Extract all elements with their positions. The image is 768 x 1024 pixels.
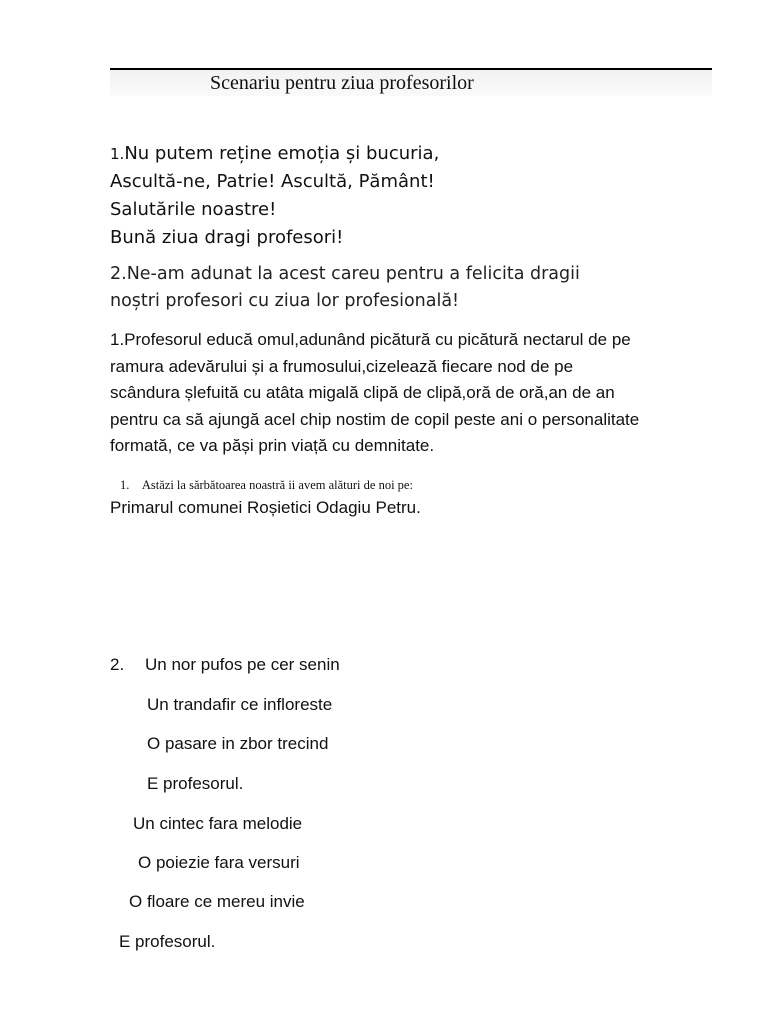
- guest-line: Primarul comunei Roșietici Odagiu Petru.: [110, 498, 421, 517]
- gathering-line-1: 2.Ne-am adunat la acest careu pentru a felicita dragii: [110, 264, 580, 284]
- teacher-paragraph: [110, 327, 639, 460]
- paragraph-line-4: pentru ca să ajungă acel chip nostim de copil peste ani o personalitate: [110, 409, 640, 429]
- paragraph-line-3: scândura șlefuită cu atâta migală clipă de clipă,oră de oră,an de an: [110, 383, 615, 402]
- guests-list-item: [120, 478, 413, 493]
- poem-line-8: E profesorul.: [119, 932, 216, 951]
- poem-line-2: Un trandafir ce infloreste: [147, 695, 333, 714]
- greeting-number: 1.: [110, 145, 125, 163]
- poem-line-3: O pasare in zbor trecind: [147, 734, 329, 753]
- page-title: Scenariu pentru ziua profesorilor: [210, 72, 474, 94]
- poem-line-1: Un nor pufos pe cer senin: [145, 655, 340, 674]
- greeting-line-1: [110, 140, 439, 168]
- greeting-line-4: Bună ziua dragi profesori!: [110, 227, 344, 248]
- list-item-text: Astăzi la sărbătoarea noastră ii avem alături de noi pe:: [141, 478, 413, 492]
- gathering-section: [110, 261, 580, 315]
- greeting-line-2: Ascultă-ne, Patrie! Ascultă, Pământ!: [110, 171, 435, 192]
- greeting-section: [110, 140, 439, 252]
- list-item-number: 1.: [120, 478, 130, 492]
- paragraph-line-2: ramura adevărului și a frumosului,cizelează fiecare nod de pe: [110, 356, 574, 376]
- poem-number: 2.: [110, 655, 125, 674]
- gathering-line-2: noștri profesori cu ziua lor profesională!: [110, 291, 460, 311]
- poem-line-7: O floare ce mereu invie: [129, 892, 305, 911]
- greeting-line-3: Salutările noastre!: [110, 199, 277, 220]
- greeting-line-1-text: Nu putem reține emoția și bucuria,: [124, 143, 440, 164]
- paragraph-line-5: formată, ce va păși prin viață cu demnitate.: [110, 436, 435, 455]
- poem-line-6: O poiezie fara versuri: [138, 853, 300, 872]
- paragraph-line-1: 1.Profesorul educă omul,adunând picătură cu picătură nectarul de pe: [110, 330, 631, 349]
- poem-line-4: E profesorul.: [147, 774, 244, 793]
- poem-line-5: Un cintec fara melodie: [133, 814, 303, 833]
